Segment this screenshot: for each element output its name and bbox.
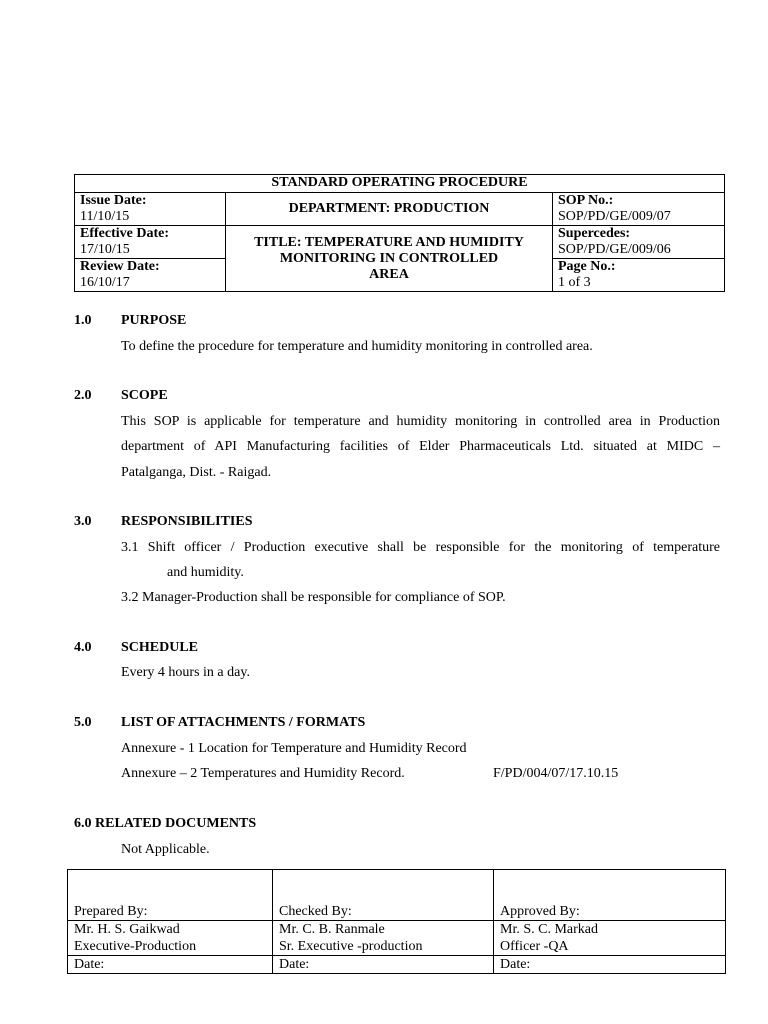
approved-by-name: Mr. S. C. Markad [500, 922, 598, 937]
supercedes-value: SOP/PD/GE/009/06 [558, 242, 671, 257]
scope-text-line2: department of API Manufacturing facilities of Elder Pharmaceuticals Ltd. situated at MIDC – [121, 439, 720, 454]
sop-no-label: SOP No.: [558, 193, 614, 208]
prepared-by-cell [68, 921, 273, 956]
review-date-label: Review Date: [80, 259, 160, 274]
page-no-label: Page No.: [558, 259, 616, 274]
signature-table [67, 869, 726, 974]
sop-title-line1: TITLE: TEMPERATURE AND HUMIDITY [254, 234, 524, 250]
section-heading: LIST OF ATTACHMENTS / FORMATS [121, 715, 366, 730]
approved-date-label: Date: [494, 956, 726, 974]
sop-header-table [74, 174, 725, 292]
page-no-cell [553, 259, 725, 292]
section-number: 2.0 [74, 388, 92, 403]
scope-text-line1: This SOP is applicable for temperature and humidity monitoring in controlled area in Production [121, 414, 720, 429]
schedule-text: Every 4 hours in a day. [121, 665, 250, 680]
annexure-2: Annexure – 2 Temperatures and Humidity Record. [121, 766, 405, 781]
checked-by-cell [273, 921, 494, 956]
prepared-by-label: Prepared By: [68, 870, 273, 921]
sop-title-line2: MONITORING IN CONTROLLED [279, 250, 499, 266]
review-date-value: 16/10/17 [80, 275, 130, 290]
review-date-cell [75, 259, 226, 292]
section-heading: SCOPE [121, 388, 168, 403]
responsibility-3-1-line2: and humidity. [167, 565, 244, 580]
effective-date-cell [75, 226, 226, 259]
department-cell: DEPARTMENT: PRODUCTION [226, 193, 553, 226]
doc-type-heading: STANDARD OPERATING PROCEDURE [75, 175, 725, 193]
section-heading: RESPONSIBILITIES [121, 514, 253, 529]
related-text: Not Applicable. [121, 842, 210, 857]
prepared-by-name: Mr. H. S. Gaikwad [74, 922, 180, 937]
effective-date-value: 17/10/15 [80, 242, 130, 257]
issue-date-value: 11/10/15 [80, 209, 130, 224]
section-heading: SCHEDULE [121, 640, 199, 655]
sop-title-cell [226, 226, 553, 292]
sop-title-line3: AREA [369, 266, 409, 282]
checked-date-label: Date: [273, 956, 494, 974]
effective-date-label: Effective Date: [80, 226, 170, 241]
section-number: 5.0 [74, 715, 92, 730]
annexure-2-format-code: F/PD/004/07/17.10.15 [493, 766, 619, 781]
scope-text-line3: Patalganga, Dist. - Raigad. [121, 465, 272, 480]
page-no-value: 1 of 3 [558, 275, 591, 290]
approved-by-cell [494, 921, 726, 956]
section-number: 3.0 [74, 514, 92, 529]
sop-no-cell [553, 193, 725, 226]
prepared-by-role: Executive-Production [74, 939, 197, 954]
section-heading: PURPOSE [121, 313, 187, 328]
responsibility-3-1-line1: 3.1 Shift officer / Production executive shall be responsible for the monitoring of temperature [121, 540, 720, 555]
responsibility-3-2: 3.2 Manager-Production shall be responsible for compliance of SOP. [121, 590, 506, 605]
checked-by-role: Sr. Executive -production [279, 939, 423, 954]
section-number: 1.0 [74, 313, 92, 328]
checked-by-label: Checked By: [273, 870, 494, 921]
annexure-1: Annexure - 1 Location for Temperature and Humidity Record [121, 741, 467, 756]
supercedes-cell [553, 226, 725, 259]
section-number: 4.0 [74, 640, 92, 655]
checked-by-name: Mr. C. B. Ranmale [279, 922, 385, 937]
sop-no-value: SOP/PD/GE/009/07 [558, 209, 671, 224]
purpose-text: To define the procedure for temperature and humidity monitoring in controlled area. [121, 339, 593, 354]
section-related-heading: 6.0 RELATED DOCUMENTS [74, 816, 257, 831]
approved-by-role: Officer -QA [500, 939, 569, 954]
prepared-date-label: Date: [68, 956, 273, 974]
issue-date-label: Issue Date: [80, 193, 147, 208]
issue-date-cell [75, 193, 226, 226]
supercedes-label: Supercedes: [558, 226, 631, 241]
approved-by-label: Approved By: [494, 870, 726, 921]
